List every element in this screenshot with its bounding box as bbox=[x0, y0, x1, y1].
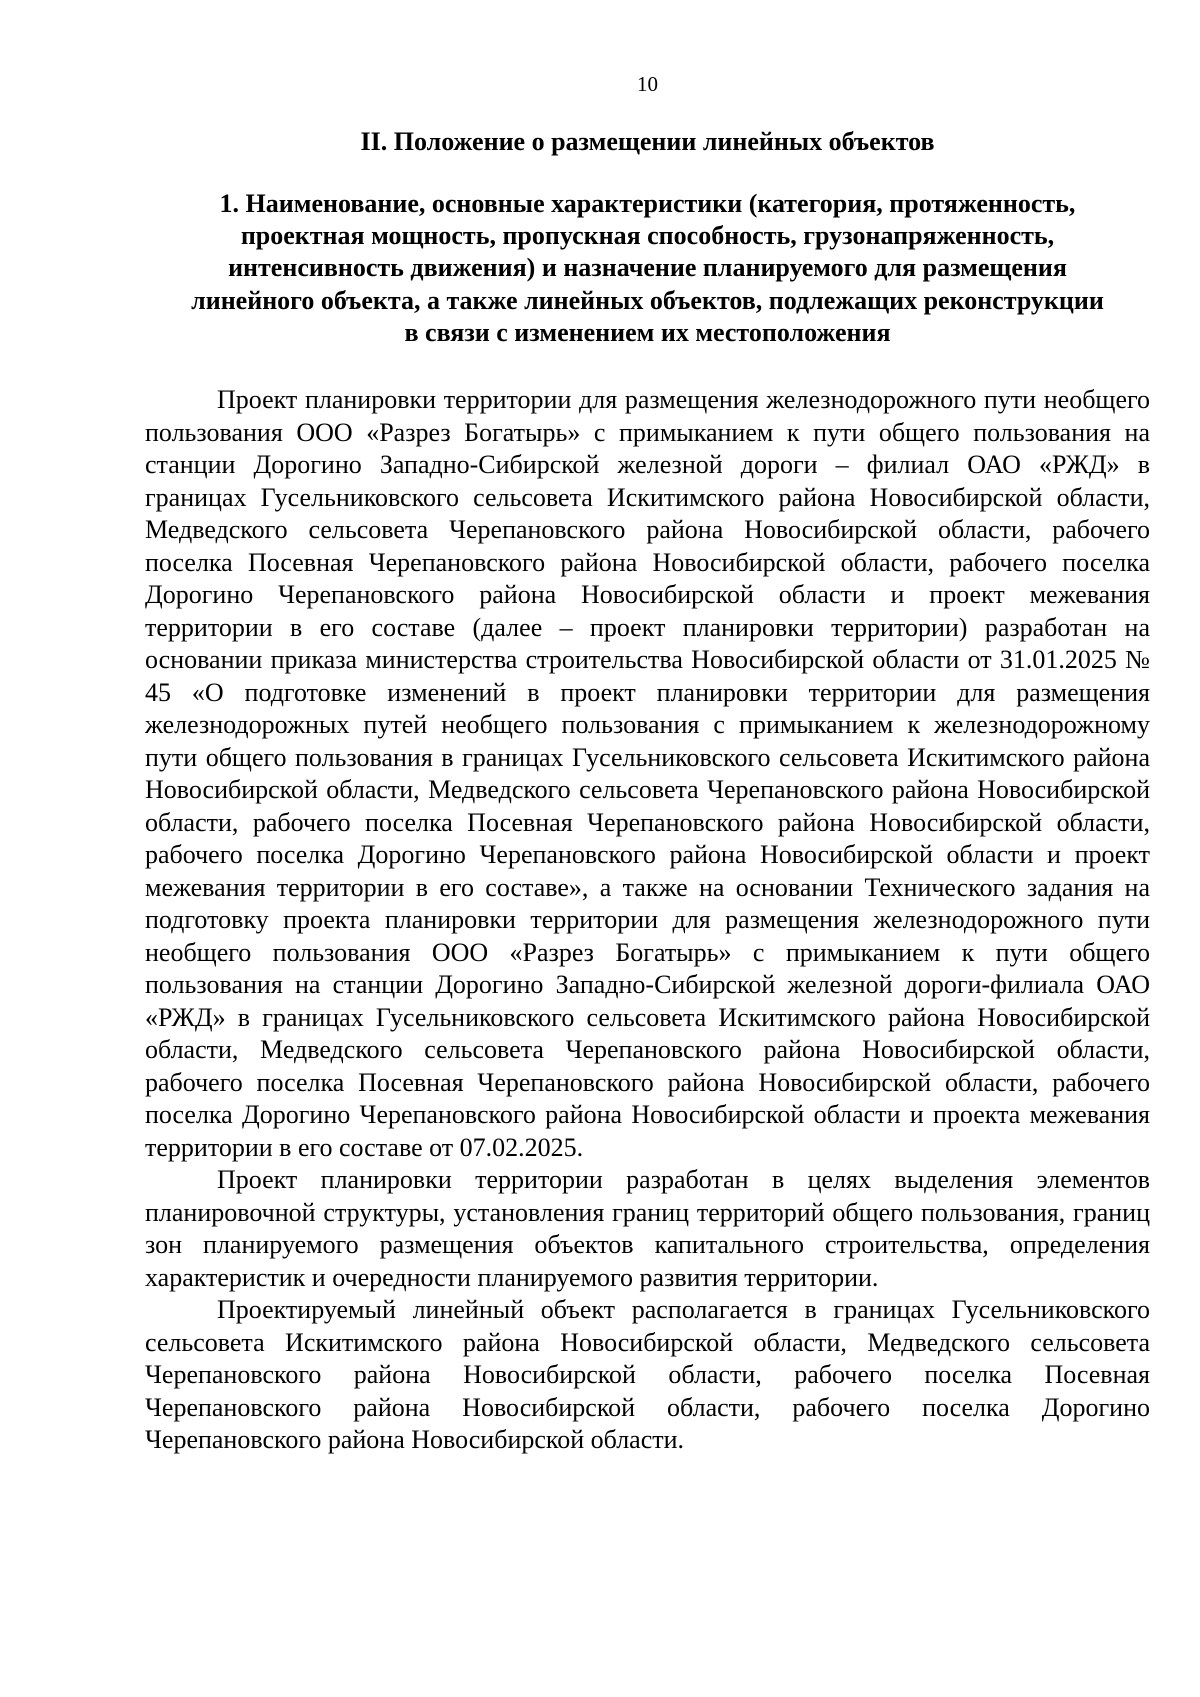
paragraph: Проект планировки территории разработан в целях выделения элементов планировочной структуры, установления границ территорий общего пользования, границ зон планируемого размещения объектов капитального строительства, определения характеристик и очередности планируемого развития территории. bbox=[145, 1165, 1150, 1292]
paragraph: Проектируемый линейный объект располагается в границах Гусельниковского сельсовета Искитимского района Новосибирской области, Медведского сельсовета Черепановского района Новосибирской области, рабочего поселка Посевная Черепановского района Новосибирской области, рабочего поселка Дорогино Черепановского района Новосибирской области. bbox=[145, 1295, 1150, 1454]
section-title: II. Положение о размещении линейных объектов bbox=[360, 127, 935, 156]
page-number: 10 bbox=[637, 72, 658, 96]
subsection-title-line: интенсивность движения) и назначение планируемого для размещения bbox=[228, 253, 1067, 283]
subsection-title bbox=[145, 188, 1150, 349]
subsection-title-line: в связи с изменением их местоположения bbox=[404, 317, 891, 347]
subsection-title-line: 1. Наименование, основные характеристики (категория, протяженность, bbox=[219, 189, 1076, 218]
subsection-title-line: линейного объекта, а также линейных объектов, подлежащих реконструкции bbox=[191, 285, 1104, 315]
paragraph: Проект планировки территории для размещения железнодорожного пути необщего пользования ООО «Разрез Богатырь» с примыканием к пути общего пользования на станции Дорогино Западно-Сибирской железной дороги – филиал ОАО «РЖД» в границах Гусельниковского сельсовета Искитимского района Новосибирской области, Медведского сельсовета Черепановского района Новосибирской области, рабочего поселка Посевная Черепановского района Новосибирской области, рабочего поселка Дорогино Черепановского района Новосибирской области и проект межевания территории в его составе (далее – проект планировки территории) разработан на основании приказа министерства строительства Новосибирской области от 31.01.2025 № 45 «О подготовке изменений в проект планировки территории для размещения железнодорожных путей необщего пользования с примыканием к железнодорожному пути общего пользования в границах Гусельниковского сельсовета Искитимского района Новосибирской области, Медведского сельсовета Черепановского района Новосибирской области, рабочего поселка Посевная Черепановского района Новосибирской области, рабочего поселка Дорогино Черепановского района Новосибирской области и проект межевания территории в его составе», а также на основании Технического задания на подготовку проекта планировки территории для размещения железнодорожного пути необщего пользования ООО «Разрез Богатырь» с примыканием к пути общего пользования на станции Дорогино Западно-Сибирской железной дороги-филиала ОАО «РЖД» в границах Гусельниковского сельсовета Искитимского района Новосибирской области, Медведского сельсовета Черепановского района Новосибирской области, рабочего поселка Посевная Черепановского района Новосибирской области, рабочего поселка Дорогино Черепановского района Новосибирской области и проекта межевания территории в его составе от 07.02.2025. bbox=[145, 385, 1150, 1162]
body-text bbox=[145, 384, 1150, 1457]
subsection-title-line: проектная мощность, пропускная способность, грузонапряженность, bbox=[240, 221, 1055, 251]
